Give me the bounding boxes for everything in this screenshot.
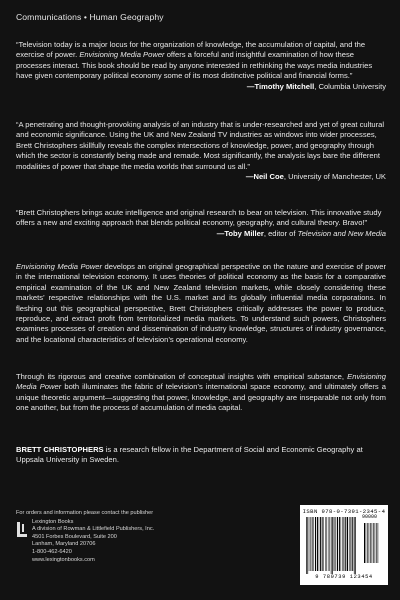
blurb-text: “A penetrating and thought-provoking analysis of an industry that is under-researched and yet of great cultural and economic significance. Using the UK and New Zealand TV industries as windows into wider processes, Brett Christophers skillfully reveals the complex intersections of knowledge, power, and geography through which the sector is constantly being made and remade. Most significantly, the analysis lays bare the different modalities of power that shape the media worlds that surround us all.” <box>16 120 385 171</box>
isbn-number: ISBN 978-0-7391-2345-4 <box>302 508 386 515</box>
barcode-bar <box>355 517 356 574</box>
description-paragraph: Envisioning Media Power develops an original geographical perspective on the nature and exercise of power in the international television economy. It uses theories of political economy as the basis for a comparative empirical examination of the UK and New Zealand television markets, while closely considering these markets’ respective relationships with the U.S. market and its globally influential media corporations. In fleshing out this geographical perspective, Brett Christophers critically addresses the power to produce, reproduce, and extract profit from territorialized media markets. To understand such powers, Christophers examines processes of creation and dissemination of industry knowledge, structures of industry governance, and the locational characteristics of television’s operational economy. <box>16 262 386 344</box>
barcode-bar <box>372 523 373 563</box>
blurb-miller <box>16 208 386 239</box>
book-description-2 <box>16 372 386 414</box>
publisher-line: www.lexingtonbooks.com <box>32 556 95 563</box>
barcode-bar <box>306 517 307 574</box>
barcode-bar <box>331 517 332 574</box>
barcode-bar <box>309 517 310 571</box>
barcode-bar <box>341 517 342 571</box>
isbn-barcode <box>300 505 388 585</box>
publisher-line: Lexington Books <box>32 518 74 525</box>
book-title-ref: Envisioning Media Power <box>16 262 103 271</box>
blurb-attribution: —Neil Coe, University of Manchester, UK <box>245 172 386 182</box>
ean-digits: 9 780739 123454 <box>315 574 373 580</box>
barcode-bar <box>334 517 335 571</box>
book-description <box>16 262 386 345</box>
barcode-bar <box>375 523 376 563</box>
blurb-attribution: —Toby Miller, editor of Television and New Media <box>216 228 386 238</box>
barcode-bar <box>364 523 365 563</box>
publisher-info <box>16 510 226 564</box>
author-bio: BRETT CHRISTOPHERS is a research fellow in the Department of Social and Economic Geography at Uppsala University in Sweden. <box>16 445 363 465</box>
barcode-bar <box>312 517 313 571</box>
barcode-bar <box>349 517 350 571</box>
barcode-bar <box>347 517 348 571</box>
barcode-bar <box>324 517 325 571</box>
barcode-bars <box>304 517 384 575</box>
barcode-bar <box>307 517 308 574</box>
barcode-bar <box>329 517 330 571</box>
barcode-bar <box>319 517 320 571</box>
barcode-bar <box>335 517 336 571</box>
barcode-bar <box>369 523 370 563</box>
barcode-bar <box>337 517 338 571</box>
barcode-bar <box>366 523 367 563</box>
barcode-bar <box>310 517 311 571</box>
barcode-bar <box>376 523 377 563</box>
book-title-ref: Envisioning Media Power <box>16 372 386 392</box>
barcode-bar <box>342 517 343 571</box>
publisher-line: Lanham, Maryland 20706 <box>32 541 96 548</box>
blurb-text: “Brett Christophers brings acute intelligence and original research to bear on television. This innovative study offers a new and exciting approach that blends political economy, geography, and cultural theory. Bravo!” <box>16 208 382 228</box>
barcode-bar <box>313 517 314 571</box>
description-paragraph: Through its rigorous and creative combination of conceptual insights with empirical substance, Envisioning Media Power both illuminates the fabric of television’s international space economy, and ultimately offers a unique theoretic argument—suggesting that power, knowledge, and geography are inseparable not only from one another, but from the process of accumulation of media capital. <box>16 372 387 413</box>
price-addon-digits: 90000 <box>362 514 378 520</box>
barcode-bar <box>332 517 333 574</box>
barcode-bar <box>315 517 316 571</box>
barcode-bar <box>320 517 321 571</box>
publisher-note: For orders and information please contact the publisher <box>16 510 154 516</box>
barcode-bar <box>373 523 374 563</box>
barcode-bar <box>345 517 346 571</box>
category-label: Communications • Human Geography <box>16 12 164 22</box>
barcode-bar <box>326 517 327 571</box>
blurb-mitchell <box>16 40 386 92</box>
barcode-bar <box>322 517 323 571</box>
author-name: BRETT CHRISTOPHERS <box>16 445 104 454</box>
publisher-line: 4501 Forbes Boulevard, Suite 200 <box>32 533 117 540</box>
lexington-books-logo-icon <box>16 521 28 539</box>
barcode-bar <box>351 517 352 571</box>
blurb-text: “Television today is a major locus for the organization of knowledge, the accumulation of capital, and the exercise of power. Envisioning Media Power offers a forceful and insightful examination of how these processes interact. This book should be read by anyone interested in rethinking the ways media industries have given contemporary political economy some of its most distinctive political and financial forms.” <box>16 40 373 81</box>
barcode-bar <box>352 517 353 571</box>
barcode-bar <box>370 523 371 563</box>
barcode-bar <box>325 517 326 571</box>
blurb-coe <box>16 120 386 182</box>
barcode-bar <box>378 523 379 563</box>
blurb-attribution: —Timothy Mitchell, Columbia University <box>246 81 386 91</box>
publisher-line: A division of Rowman & Littlefield Publishers, Inc. <box>32 526 155 533</box>
publisher-line: 1-800-462-6420 <box>32 548 72 555</box>
barcode-bar <box>328 517 329 571</box>
publisher-address <box>32 519 226 565</box>
barcode-bar <box>317 517 318 571</box>
barcode-bar <box>367 523 368 563</box>
barcode-bar <box>339 517 340 571</box>
book-title-ref: Envisioning Media Power <box>79 50 165 60</box>
barcode-bar <box>354 517 355 574</box>
barcode-bar <box>344 517 345 571</box>
